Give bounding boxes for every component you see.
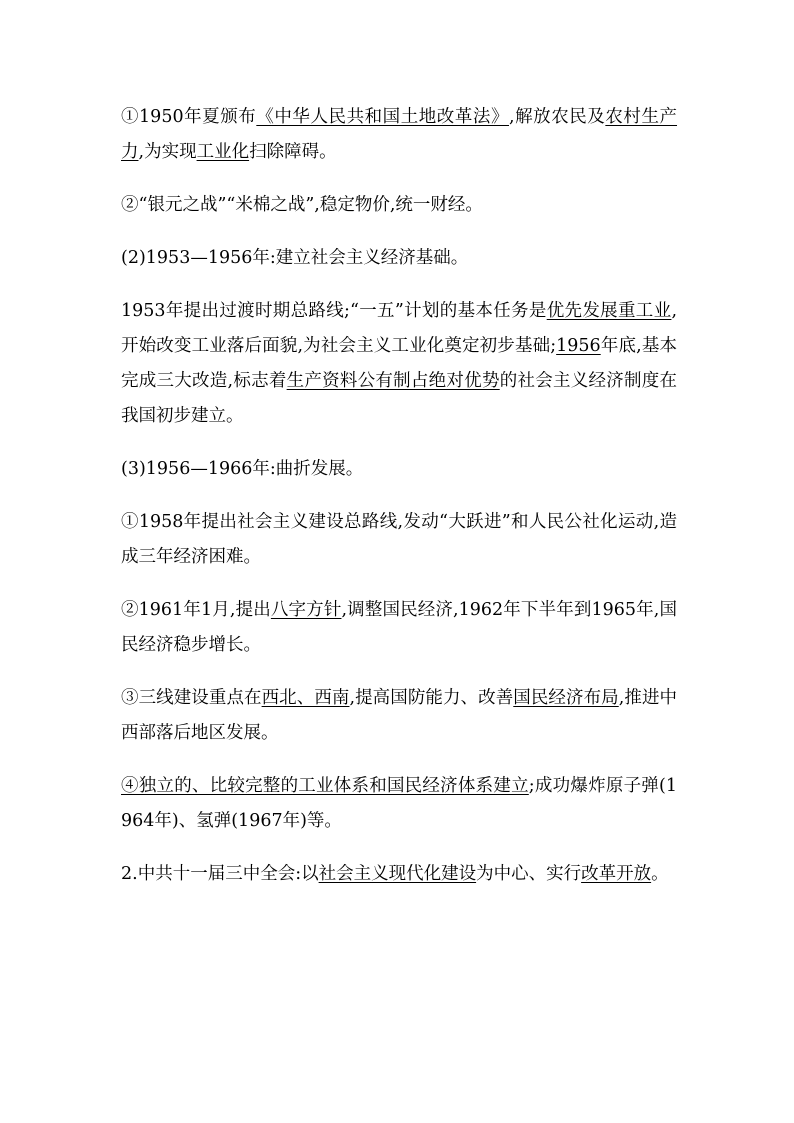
paragraph-third-front [121,681,677,751]
text-segment: (3)1956—1966年:曲折发展。 [121,459,364,479]
text-segment: ③三线建设重点在 [121,688,262,708]
document-body [121,100,677,910]
text-segment: 扫除障碍。 [249,142,337,162]
underlined-key-term: 工业化 [196,142,250,162]
underlined-key-term: 优先发展重工业 [546,301,672,321]
text-segment: 年底,基本完成三大改造,标志着 [121,336,678,391]
underlined-key-term: 国民经济布局 [513,688,619,708]
underlined-key-term: 生产资料公有制占绝对优势 [286,371,500,391]
paragraph-heading-1953-1956 [121,241,677,276]
underlined-key-term: 农村生产力 [121,107,678,162]
text-segment: ,调整国民经济,1962年下半年到1965年,国民经济稳步增长。 [121,600,678,655]
text-segment: ②“银元之战”“米棉之战”,稳定物价,统一财经。 [121,195,483,215]
text-segment: ①1950年夏颁布 [121,107,257,127]
paragraph-eight-character-policy [121,593,677,663]
paragraph-heading-1956-1966 [121,452,677,487]
text-segment: 的社会主义经济制度在我国初步建立。 [121,371,678,426]
text-segment: 为中心、实行 [476,864,582,884]
underlined-key-term: 改革开放 [581,864,652,884]
underlined-key-term: 西北、西南 [261,688,350,708]
text-segment: (2)1953—1956年:建立社会主义经济基础。 [121,248,469,268]
text-segment: ;成功爆炸原子弹(1964年)、氢弹(1967年)等。 [121,776,677,831]
paragraph-land-reform [121,100,677,170]
paragraph-great-leap-forward [121,505,677,575]
underlined-key-term: ④独立的、比较完整的工业体系和国民经济体系建立 [121,776,529,796]
paragraph-industrial-system [121,769,677,839]
text-segment: 2.中共十一届三中全会:以 [121,864,319,884]
underlined-key-term: 1956 [556,336,601,356]
text-segment: ①1958年提出社会主义建设总路线,发动“大跃进”和人民公社化运动,造成三年经济困难。 [121,512,677,567]
text-segment: 1953年提出过渡时期总路线;“一五”计划的基本任务是 [121,301,547,321]
text-segment: ,解放农民及 [509,107,606,127]
underlined-key-term: 社会主义现代化建设 [318,864,477,884]
text-segment: 。 [651,864,669,884]
underlined-key-term: 《中华人民共和国土地改革法》 [256,107,509,127]
paragraph-silver-cotton-battle [121,188,677,223]
paragraph-transition-general-line [121,294,677,434]
paragraph-third-plenum [121,857,677,892]
text-segment: ,为实现 [138,142,197,162]
underlined-key-term: 八字方针 [270,600,342,620]
text-segment: ,开始改变工业落后面貌,为社会主义工业化奠定初步基础; [121,301,678,356]
text-segment: ,提高国防能力、改善 [349,688,514,708]
text-segment: ②1961年1月,提出 [121,600,271,620]
text-segment: ,推进中西部落后地区发展。 [121,688,678,743]
